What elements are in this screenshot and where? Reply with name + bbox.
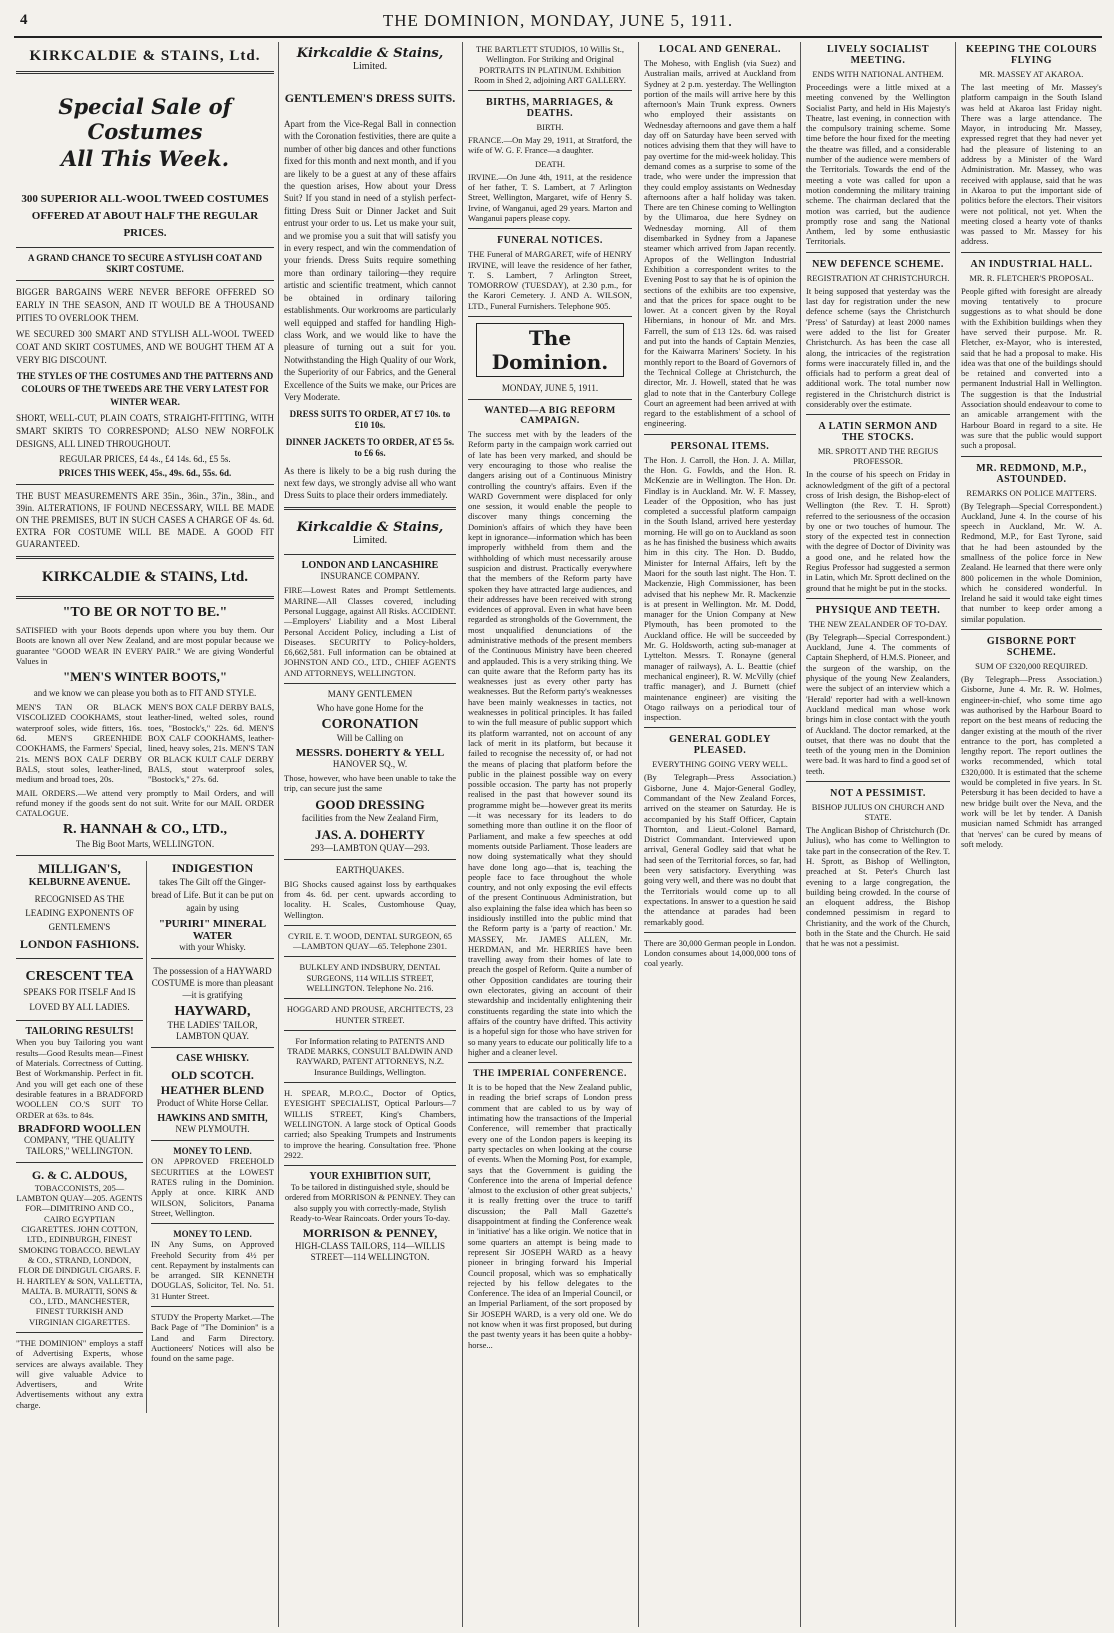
divider: [284, 554, 456, 555]
divider: [961, 629, 1102, 630]
morrison-heading: MORRISON & PENNEY,: [302, 1226, 438, 1241]
bradford-sub: COMPANY, "THE QUALITY TAILORS," WELLINGTON.: [24, 1134, 135, 1156]
costumes-offer: 300 SUPERIOR ALL-WOOL TWEED COSTUMES OFFERED AT ABOUT HALF THE REGULAR PRICES.: [21, 193, 269, 239]
latin-sermon-body: In the course of his speech on Friday in acknowledgment of the gift of a pectoral cross of Irish design, the Bishop-elect of Wellington (the Rev. T. H. Sprott) referred to the seriousness of the occasion by one or two touches of humour. The story of the expected test in connection with the degree of Doctor of Divinity was a good one, and he related how the Regius Professor had suggested a sermon in Latin, which Mr. Sprott declined on the ground that he might be put in the stocks.: [806, 469, 950, 593]
column-rule: [800, 42, 801, 1627]
week-prices: PRICES THIS WEEK, 45s., 49s. 6d., 55s. 6d.: [58, 468, 232, 478]
many-gentlemen: MANY GENTLEMEN: [327, 689, 413, 700]
kelburne-heading: KELBURNE AVENUE.: [28, 877, 131, 889]
crescent-heading: CRESCENT TEA: [25, 969, 134, 985]
good-dressing: GOOD DRESSING: [315, 796, 425, 812]
mail-orders: MAIL ORDERS.—We attend very promptly to Mail Orders, and will refund money if the goods sent do not suit. Write for our MAIL ORDER CATALOGUE.: [16, 787, 274, 819]
reform-campaign-heading: WANTED—A BIG REFORM CAMPAIGN.: [484, 406, 616, 427]
divider: [16, 1020, 143, 1021]
dress-suits-text: Apart from the Vice-Regal Ball in connection with the Coronation festivities, there are quite a number of other big dances and other functions fixed for this month and next month, and if you are likely to be a guest at any of these affairs the question arises, How about your Dress Suit? If you stand in need of a stylish perfect-fitting Dress Suit or Dinner Jacket and Suit entrust your order to us. Let us make your suit, and we promise you a suit that will satisfy you in every respect, and win the commendation of your friends. Dress Suits require something more than ordinary tailoring—they require artistic and scientific treatment, which cannot be obtained in ordinary tailoring establishments. Our workrooms are particularly well equipped and staffed for handling High-class Work, and we would like to have the pleasure of turning out a suit for you. Notwithstanding the High Quality of our Work, the Superiority of our Fabrics, and the General Excellence of the Suits we make, our Prices are Very Moderate.: [284, 119, 456, 402]
death-heading: DEATH.: [535, 158, 565, 169]
boots-advert: [16, 605, 274, 850]
newspaper-title: THE DOMINION, MONDAY, JUNE 5, 1911.: [382, 11, 734, 30]
tobe-heading: "TO BE OR NOT TO BE.": [62, 605, 228, 620]
secured-text: WE SECURED 300 SMART AND STYLISH ALL-WOOL TWEED COAT AND SKIRT COSTUMES, AND WE BOUGHT THEM AT A VERY BIG DISCOUNT.: [16, 329, 274, 365]
latin-sermon-subheading: MR. SPROTT AND THE REGIUS PROFESSOR.: [817, 446, 939, 467]
redmond-body: (By Telegraph—Special Correspondent.) Auckland, June 4. In the course of his speech in Auckland, Mr. W. A. Redmond, M.P., for East Tyrone, said that he had been astounded by the smallness of the police force in New Zealand. He learned that there were only 800 policemen in the whole Dominion, which he considered wonderful. In Ireland he said it would take eight times that number to keep order among a similar population.: [961, 500, 1102, 624]
masthead: [14, 8, 1102, 38]
boots-list: [16, 702, 274, 787]
money-heading-2: MONEY TO LEND.: [173, 1229, 252, 1240]
exhibition-suit-text: To be tailored in distinguished style, should be ordered from MORRISON & PENNEY. They can also supply you with correctly-made, Stylish Ready-to-Wear Raincoats. Order yours To-day.: [284, 1182, 456, 1224]
defence-body: It being supposed that yesterday was the last day for registration under the new defence scheme (says the Christchurch 'Press' of Saturday) at least 2000 names were added to the list for Greater Christchurch. As has been the case all along, the intricacies of the registration forms were inaccurately filled in, and the officials had to perform a great deal of additional work. The total number now registered in the Christchurch district is considerably over the estimate.: [806, 285, 950, 410]
socialist-heading: LIVELY SOCIALIST MEETING.: [826, 44, 930, 66]
boots-list-right: MEN'S BOX CALF DERBY BALS, leather-lined, welted soles, round toes, "Bostock's," 22s. 6d. MEN'S BOX CALF COOKHAMS, leather-lined, heavy soles, 21s. MEN'S TAN OR BLACK KULT CALF DERBY BALS, stout waterproof soles, "Bostock's," 27s. 6d.: [148, 702, 274, 785]
redmond-heading: MR. REDMOND, M.P., ASTOUNDED.: [976, 462, 1087, 485]
divider: [284, 998, 456, 999]
styles-text: THE STYLES OF THE COSTUMES AND THE PATTERNS AND COLOURS OF THE TWEEDS ARE THE VERY LATEST FOR WINTER WEAR.: [16, 371, 274, 407]
insurance-sub: INSURANCE COMPANY.: [320, 571, 420, 582]
editorial-date: MONDAY, JUNE 5, 1911.: [501, 383, 599, 394]
bradford-heading: BRADFORD WOOLLEN: [18, 1122, 141, 1135]
divider: [284, 956, 456, 957]
coronation-sub: Who have gone Home for the: [316, 703, 424, 714]
redmond-subheading: REMARKS ON POLICE MATTERS.: [966, 487, 1097, 498]
small-ads-left: [16, 861, 147, 1413]
birth-notice: FRANCE.—On May 29, 1911, at Stratford, the wife of W. G. F. France—a daughter.: [468, 135, 632, 156]
industrial-hall-body: People gifted with foresight are already moving tentatively to procure suggestions as to what should be done with the Exhibition buildings when they have served their purpose. Mr. R. Fletcher, ex-Mayor, who is interested, said that he had a proposal to make. His idea was that one of the buildings should be retained and converted into a permanent Industrial Hall in Wellington. The suggestion is that the Industrial Association should endeavour to come to an amicable arrangement with the Harbour Board in regard to a site. He was sure that the public would support such a proposal.: [961, 285, 1102, 451]
defence-heading: NEW DEFENCE SCHEME.: [812, 258, 944, 270]
divider: [16, 1162, 143, 1163]
column-suits-ads: [284, 42, 456, 1627]
bartlett-studios: THE BARTLETT STUDIOS, 10 Willis St., Wellington. For Striking and Original PORTRAITS IN PLATINUM. Exhibition Room in Shed 2, adjoining ART GALLERY.: [474, 44, 626, 85]
divider: [16, 596, 274, 599]
jas-address: 293—LAMBTON QUAY—293.: [310, 842, 430, 853]
personal-items-heading: PERSONAL ITEMS.: [670, 440, 770, 452]
colours-heading: KEEPING THE COLOURS FLYING: [965, 44, 1097, 66]
dress-suits-heading: GENTLEMEN'S DRESS SUITS.: [284, 91, 456, 105]
insurance-text: FIRE—Lowest Rates and Prompt Settlements. MARINE—All Classes covered, including Personal Luggage, against All Risks. ACCIDENT.—Employers' Liability and a Most Liberal Personal Accident Policy, including a List of Diseases. SECURITY to Policy-holders, £6,662,581. Full information can be obtained at JOHNSTON AND CO., LTD., CHIEF AGENTS AND ATTORNEYS, WELLINGTON.: [284, 585, 456, 678]
small-ads-right: [151, 861, 274, 1413]
divider: [644, 932, 796, 933]
funeral-notice: THE Funeral of MARGARET, wife of HENRY IRVINE, will leave the residence of her father, T. S. Lambert, 7 Arlington Street, TOMORROW (TUESDAY), at 2.30 p.m., for the Karori Cemetery. J. AND A. WILSON, LTD., Funeral Furnishers. Telephone 905.: [468, 249, 632, 311]
earthquakes-text: BIG Shocks caused against loss by earthquakes from 4s. 6d. per cent. upwards according to locality. H. Scales, Customhouse Quay, Wellington.: [284, 878, 456, 920]
kirkcaldie-limited: Limited.: [352, 61, 388, 72]
page-number: 4: [20, 12, 28, 28]
kirkcaldie-script: Kirkcaldie & Stains,: [296, 46, 444, 61]
colours-body: The last meeting of Mr. Massey's platform campaign in the South Island was held at Akaroa last Friday night. There was a large attendance. The Mayor, in introducing Mr. Massey, expressed regret that they had never yet had the pleasure of listening to an address by a Minister of the Ward Administration. Mr. Massey, who was received with applause, said that he was in Akaroa to put the important side of politics before the electors. Their visitors were not political, not yet. When the meeting closed a hearty vote of thanks was passed to Mr. Massey for his address.: [961, 82, 1102, 247]
insurance-heading: LONDON AND LANCASHIRE: [301, 560, 439, 572]
divider: [284, 683, 456, 684]
facilities-text: facilities from the New Zealand Firm,: [301, 812, 439, 823]
boots-list-left: MEN'S TAN OR BLACK VISCOLIZED COOKHAMS, stout waterproof soles, wide fitters, 16s. 6d. MEN'S GREENHIDE COOKHAMS, the Farmers' Special, 21s. MEN'S BOX CALF DERBY BALS, stout soles, leather-lined, medium and broad toes, 20s.: [16, 702, 142, 785]
german-fact: There are 30,000 German people in London. London consumes about 14,000,000 tons of coal yearly.: [644, 937, 796, 969]
milligan-heading: MILLIGAN'S,: [38, 861, 121, 877]
pessimist-heading: NOT A PESSIMIST.: [830, 788, 926, 800]
defence-subheading: REGISTRATION AT CHRISTCHURCH.: [806, 272, 950, 283]
godley-heading: GENERAL GODLEY PLEASED.: [669, 734, 771, 757]
patents-advert: For Information relating to PATENTS AND TRADE MARKS, CONSULT BALDWIN AND RAYWARD, PATENT ATTORNEYS, N.Z. Insurance Buildings, Wellington.: [287, 1035, 453, 1077]
column-news: [806, 42, 950, 1627]
hoggard-architects: HOGGARD AND PROUSE, ARCHITECTS, 23 HUNTER STREET.: [286, 1004, 454, 1025]
aldous-heading: G. & C. ALDOUS,: [31, 1167, 128, 1182]
hayward-text: The possession of a HAYWARD COSTUME is more than pleasant—it is gratifying: [151, 966, 274, 1001]
kirkcaldie-heading-2: KIRKCALDIE & STAINS, Ltd.: [41, 569, 248, 585]
kirkcaldie-script-2: Kirkcaldie & Stains,: [296, 520, 444, 536]
local-general-body: The Moheso, with English (via Suez) and Australian mails, arrived at Auckland from Sydney at 2 p.m. yesterday. The Wellington portion of the mails will arrive here by this afternoon's Main Trunk express. Owners who employed their assistants on Wednesday afternoons and gave them a half day off on Saturday have been served with notices advising them that they will have to pay overtime for the mid-week holiday. This demand comes as a surprise to some of the trade, who were under the impression that they could employ assistants on Wednesday afternoons after a half holiday was taken. There are ten Chinese coming to Wellington by the Ulimaroa, due here Sydney on Wednesday morning. All of them disembarked in Sydney from a Japanese steamer which arrived from Japan recently. Apropos of the Wellington Industrial Exhibition a correspondent writes to the Evening Post to say that he is of opinion the sections of the exhibits are too expensive, and that the prices for space ought to be lower. At a concert given by the Royal Hibernians, in honour of Mr. and Mrs. Farrell, the sum of £13 12s. 6d. was raised and put into the hands of Captain Menzies, for the Kaiwarra Mariners' Society. In his monthly report to the Board of Governors of the Technical College at Christchurch, the director, Mr. J. Howell, stated that he was glad to note that in the Canterbury College Court an agreement had been arrived at with regard to the establishment of a school of engineering.: [644, 58, 796, 429]
money-heading: MONEY TO LEND.: [173, 1146, 252, 1157]
divider: [16, 556, 274, 559]
industrial-hall-heading: AN INDUSTRIAL HALL.: [970, 258, 1093, 270]
divider: [468, 90, 632, 91]
divider: [806, 598, 950, 599]
imperial-conference-body: It is to be hoped that the New Zealand public, in reading the brief scraps of London press comment that are cabled to us by way of intimating how the transactions of the Imperial Conference, will remember that practically every one of the London papers is keeping its party spectacles on when looking at the course of events. When the Morning Post, for example, says that the Government is guiding the Conference into the arena of Imperial defence 'almost to the exclusion of other great subjects,' it is really fretting over the truce to tariff discussion; the Pall Mall Gazette's disappointment at finding the Conference weak in 'initiative' has a like origin. We notice that in some quarters an attempt is being made to represent Sir JOSEPH WARD as a heavy pioneer in bringing forward his Imperial Council proposal, which was so emphatically rejected by his fellow delegates to the Conference. The idea of an Imperial Council, or an Imperial Parliament, of the sort proposed by Sir JOSEPH WARD, is a very old one. We do not know when it was first proposed, but during the past twenty years it has been quite a hobby-horse...: [468, 1082, 632, 1350]
money-text: ON APPROVED FREEHOLD SECURITIES at the LOWEST RATES ruling in the Dominion. Apply at once. KIRK AND WILSON, Solicitors, Panama Street, Wellington.: [150, 1156, 274, 1218]
latin-sermon-heading: A LATIN SERMON AND THE STOCKS.: [818, 421, 938, 444]
hayward-sub: THE LADIES' TAILOR, LAMBTON QUAY.: [167, 1020, 258, 1042]
divider: [468, 228, 632, 229]
indigestion-text: takes The Gilt off the Ginger-bread of Life. But it can be put on again by using: [151, 877, 274, 914]
divider: [644, 727, 796, 728]
divider: [284, 1165, 456, 1166]
morrison-address: HIGH-CLASS TAILORS, 114—WILLIS STREET—114 WELLINGTON.: [294, 1241, 446, 1263]
hawkins-sub: NEW PLYMOUTH.: [175, 1124, 250, 1135]
calling-text: Will be Calling on: [336, 733, 404, 744]
hayward-heading: HAYWARD,: [174, 1004, 251, 1020]
divider: [284, 925, 456, 926]
divider: [806, 414, 950, 415]
pessimist-subheading: BISHOP JULIUS ON CHURCH AND STATE.: [811, 802, 945, 823]
rush-text: As there is likely to be a big rush during the next few days, we strongly advise all who want Dress Suits to place their orders immediately.: [284, 466, 456, 501]
london-fashions: LONDON FASHIONS.: [19, 937, 140, 952]
hannah-heading: R. HANNAH & CO., LTD.,: [63, 822, 227, 838]
boots-sub: and we know we can please you both as to FIT AND STYLE.: [33, 688, 257, 699]
divider: [151, 1223, 274, 1224]
short-coats-text: SHORT, WELL-CUT, PLAIN COATS, STRAIGHT-FITTING, WITH SMART SKIRTS TO CORRESPOND; ALSO NEW NORFOLK DESIGNS, ALL LINED THROUGHOUT.: [16, 413, 274, 449]
dress-suits-prices: DRESS SUITS TO ORDER, AT £7 10s. to £10 10s.: [289, 409, 451, 431]
divider: [961, 456, 1102, 457]
dinner-jacket-prices: DINNER JACKETS TO ORDER, AT £5 5s. to £6 6s.: [285, 437, 455, 459]
divider: [468, 316, 632, 317]
gisborne-heading: GISBORNE PORT SCHEME.: [986, 636, 1077, 659]
divider: [284, 507, 456, 510]
godley-subheading: EVERYTHING GOING VERY WELL.: [652, 759, 788, 770]
divider: [16, 71, 274, 74]
column-rule: [955, 42, 956, 1627]
pessimist-body: The Anglican Bishop of Christchurch (Dr. Julius), who has come to Wellington to take part in the consecration of the Rev. T. H. Sprott, as Bishop of Wellington, preached at St. Peter's Church last evening to a large congregation, the building being crowded. In the course of an eloquent address, the Bishop condemned pessimism in regard to Christianity, and the work of the Church, both in the State and the Church. He said that he was not a pessimist.: [806, 825, 950, 949]
column-rule: [462, 42, 463, 1627]
divider: [16, 1332, 143, 1333]
gisborne-body: (By Telegraph—Press Association.) Gisborne, June 4. Mr. R. W. Holmes, engineer-in-chief, who some time ago was authorised by the Harbour Board to report on the best means of reducing the danger existing at the mouth of the river entrance to the port, has completed a lengthy report. The report outlines the works recommended, which total £320,000. It is estimated that the scheme would be completed in five years. In St. Petersburg it has been decided to have a new bridge built over the Neva, and the work will be let by tender. A Danish musician named Schmidt has arranged that 'nerves' can be cured by means of soft melody.: [961, 674, 1102, 849]
hanover-square: HANOVER SQ., W.: [332, 759, 408, 770]
divider: [151, 958, 274, 959]
divider: [16, 958, 143, 959]
coronation-heading: CORONATION: [321, 717, 419, 733]
jas-doherty: JAS. A. DOHERTY: [314, 826, 426, 842]
imperial-conference-heading: THE IMPERIAL CONFERENCE.: [473, 1069, 627, 1080]
divider: [151, 1140, 274, 1141]
physique-body: (By Telegraph—Special Correspondent.) Auckland, June 4. The comments of Captain Shepherd, of H.M.S. Pioneer, and the surgeon of the warship, on the physique of the young New Zealanders, were the subject of an interview which a 'Herald' reporter had with a well-known Auckland medical man whose work brings him in close contact with the youth of Auckland. The doctor remarked, at the outset, that there was no doubt that the teeth of the young men in the Dominion were bad. It was hard to find a good set of teeth.: [806, 631, 950, 776]
bmd-heading: BIRTHS, MARRIAGES, & DEATHS.: [486, 97, 614, 120]
indigestion-heading: INDIGESTION: [171, 861, 254, 876]
sale-heading-line2: All This Week.: [60, 146, 230, 171]
colours-subheading: MR. MASSEY AT AKAROA.: [979, 69, 1084, 79]
local-general-heading: LOCAL AND GENERAL.: [658, 44, 782, 55]
recognised-text: RECOGNISED AS THE LEADING EXPONENTS OF GENTLEMEN'S: [25, 894, 134, 933]
gisborne-subheading: SUM OF £320,000 REQUIRED.: [975, 661, 1088, 672]
column-local-news: [644, 42, 796, 1627]
divider: [16, 855, 274, 856]
old-scotch: OLD SCOTCH.: [171, 1068, 254, 1083]
divider: [806, 252, 950, 253]
divider: [16, 484, 274, 485]
socialist-subheading: ENDS WITH NATIONAL ANTHEM.: [812, 69, 944, 79]
heather-sub: Product of White Horse Cellar.: [156, 1098, 269, 1109]
earthquakes-heading: EARTHQUAKES.: [335, 864, 405, 875]
divider: [16, 280, 274, 281]
column-rule: [278, 42, 279, 1627]
measurements-text: THE BUST MEASUREMENTS ARE 35in., 36in., 37in., 38in., and 39in. ALTERATIONS, IF FOUND NECESSARY, WILL BE MADE ON THE PREMISES, BUT IN SUCH CASES A CHARGE OF 4s. 6d. EXTRA FOR COSTUME WILL BE MADE. A GOOD FIT GUARANTEED.: [16, 491, 274, 549]
divider: [806, 781, 950, 782]
column-politics: [961, 42, 1102, 1627]
money-text-2: IN Any Sums, on Approved Freehold Security from 4½ per cent. Repayment by instalments can be arranged. SIR KENNETH DOUGLAS, Solicitor, Tel. No. 51. 31 Hunter Street.: [150, 1239, 274, 1301]
divider: [468, 1062, 632, 1063]
divider: [284, 1082, 456, 1083]
divider: [961, 252, 1102, 253]
column-rule: [638, 42, 639, 1627]
doherty-yell: MESSRS. DOHERTY & YELL: [295, 747, 445, 760]
divider: [16, 247, 274, 248]
physique-subheading: THE NEW ZEALANDER OF TO-DAY.: [808, 618, 948, 629]
hannah-sub: The Big Boot Marts, WELLINGTON.: [75, 839, 215, 850]
puriri-heading: "PURIRI" MINERAL WATER: [158, 918, 267, 943]
aldous-text: TOBACCONISTS, 205—LAMBTON QUAY—205. AGENTS FOR—DIMITRINO AND CO., CAIRO EGYPTIAN CIGARETTES. JOHN COTTON, LTD., EDINBURGH, FINEST SMOKING TOBACCO. BEWLAY & CO., STRAND, LONDON, FLOR DE DINDIGUL CIGARS. F. H. HARTLEY & SON, VALLETTA, MALTA. B. MURATTI, SONS & CO., LTD., MANCHESTER, FINEST TURKISH AND VIRGINIAN CIGARETTES.: [16, 1182, 143, 1327]
dominion-note: "THE DOMINION" employs a staff of Advertising Experts, whose services are always available. They will give valuable Advice to Advertisers, and Write Advertisements without any extra charge.: [16, 1337, 143, 1410]
bulkley-dentist: BULKLEY AND INDSBURY, DENTAL SURGEONS, 114 WILLIS STREET, WELLINGTON. Telephone No. 216.: [299, 962, 441, 993]
column-kirkcaldie-ads: [16, 42, 274, 1627]
godley-body: (By Telegraph—Press Association.) Gisborne, June 4. Major-General Godley, Commandant of the New Zealand Forces, arrived on the steamer on Saturday. He is accompanied by his Staff Officer, Captain Thornton, and Lieut.-Colonel Barnard, District Commandant. Interviewed upon arrival, General Godley said that what he had seen of the Territorial forces, so far, had been very satisfactory. Everything was going very well, and there was no doubt that the Territorials would come up to all expectations. In answer to a question he said the attendance at parades had been remarkably good.: [644, 772, 796, 927]
funeral-heading: FUNERAL NOTICES.: [497, 235, 603, 247]
tailoring-heading: TAILORING RESULTS!: [25, 1026, 134, 1038]
physique-heading: PHYSIQUE AND TEETH.: [815, 604, 941, 616]
spear-optician: H. SPEAR, M.P.O.C., Doctor of Optics, EYESIGHT SPECIALIST, Optical Parlours—7 WILLIS STREET, King's Chambers, WELLINGTON. A large stock of Optical Goods carried; also Speaking Trumpets and Instruments to improve the hearing. Consultation free. 'Phone 2922.: [284, 1088, 456, 1160]
winter-boots-heading: "MEN'S WINTER BOOTS,": [62, 669, 228, 685]
kirkcaldie-heading: KIRKCALDIE & STAINS, Ltd.: [29, 48, 261, 64]
divider: [644, 434, 796, 435]
hanover-text: Those, however, who have been unable to take the trip, can secure just the same: [284, 773, 456, 794]
crescent-sub: SPEAKS FOR ITSELF And IS LOVED BY ALL LADIES.: [23, 987, 136, 1013]
sale-heading-line1: Special Sale of Costumes: [58, 94, 232, 144]
tobe-intro: SATISFIED with your Boots depends upon where you buy them. Our Boots are known all over New Zealand, and are most popular because we guarantee "GOOD WEAR IN EVERY PAIR." We are giving Wonderful Values in: [16, 625, 274, 666]
reform-campaign-body: The success met with by the leaders of the Reform party in the campaign work carried out of late has been very marked, and should be very encouraging to those who realise the dangers arising out of a Continuous Ministry controlling the country's affairs. Even if the WARD Government were displaced for only one session, it would enable the people to discover many things concerning the Dominion's affairs of which they have been kept in ignorance—information which has been improperly withheld from them and the withholding of which must necessarily arouse suspicion and distrust. Practically everywhere that the members of the Reform party have spoken they have attracted large audiences, and their addresses have been received with strong evidences of approval. Even in what have been regarded as strongholds of the Government, the most unqualified denunciations of the administrative methods of the present members of the Continuous Ministry have been cheered and applauded. This is a very striking thing. We can quite aware that the Reform party has its weaknesses just as every other party has weaknesses. But the Reform party's weaknesses have been mainly weaknesses in tactics, not weaknesses in political principles. It has failed to win the full measure of public support which its platform warranted, not on account of any lack of merit in its platform, but because it failed to recognise the necessity of, or had not the means of placing that platform before the public in the plainest possible way on every possible occasion. The party has not properly realised in the past that however sound its programme might be—however great its merits—it was necessary for its leaders to do something more than outline it on the floor of Parliament, and make a few speeches at odd moments outside Parliament. Those leaders are now doing systematically what they should have done long ago—that is, teaching the people face to face throughout the whole country, and not only exposing the evil effects of the present Continuous Administration, but also explaining the false idea which has been so insidiously instilled into the public mind that the Reform party is a 'party of reaction.' Mr. MASSEY, Mr. JAMES ALLEN, Mr. HERDMAN, and Mr. HERRIES have been travelling away from their homes of late to preach the gospel of Reform. Quite a number of other Opposition candidates are touring their own electorates, giving an account of their stewardship and incidentally enlightening their constituents regarding the state into which the affairs of the country have drifted. This activity is a hopeful sign for those who have striven for so many years to educate our politically life to a higher and a cleaner level.: [468, 429, 632, 1057]
study-note: STUDY the Property Market.—The Back Page of "The Dominion" is a Land and Farm Directory. Auctioneers' Notices will also be found on the same page.: [150, 1312, 274, 1364]
birth-heading: BIRTH.: [536, 122, 564, 133]
hawkins-heading: HAWKINS AND SMITH,: [157, 1113, 268, 1125]
regular-prices: REGULAR PRICES, £4 4s., £4 14s. 6d., £5 5s.: [59, 454, 231, 464]
column-editorial: [468, 42, 632, 1627]
divider: [151, 1306, 274, 1307]
socialist-body: Proceedings were a little mixed at a meeting convened by the Wellington Socialist Party, and held in His Majesty's Theatre, last evening, in connection with the compulsory training scheme. Some time before the hour fixed for the meeting the theatre was filled, and a considerable number of the audience were members of the Territorials. Towards the end of the meeting a vote was called for upon a motion condemning the military training scheme. The chairman declared that the motion was carried, but the audience promptly rose and sang the National Anthem, led by some enthusiastic Territorials.: [806, 82, 950, 247]
whisky-heading: CASE WHISKY.: [176, 1053, 249, 1065]
small-ads-row: [16, 861, 274, 1413]
dominion-nameplate: The Dominion.: [476, 323, 624, 377]
divider: [151, 1047, 274, 1048]
divider: [468, 399, 632, 400]
heather-blend: HEATHER BLEND: [160, 1083, 265, 1098]
industrial-hall-subheading: MR. R. FLETCHER'S PROPOSAL.: [969, 272, 1094, 283]
puriri-sub: with your Whisky.: [179, 942, 246, 953]
divider: [284, 859, 456, 860]
kirkcaldie-limited-2: Limited.: [352, 535, 388, 547]
wood-dentist: CYRIL E. T. WOOD, DENTAL SURGEON, 65—LAMBTON QUAY—65. Telephone 2301.: [288, 930, 452, 952]
tailoring-text: When you buy Tailoring you want results—Good Results mean—Finest of Materials. Correctness of Cutting. Best of Workmanship. Perfect in fit. And you will get each one of these desirable features in a BRADFORD WOOLLEN CO.'S SUIT TO ORDER at 63s. to 84s.: [16, 1037, 143, 1120]
personal-items-body: The Hon. J. Carroll, the Hon. J. A. Millar, the Hon. G. Fowlds, and the Hon. R. McKenzie are in Wellington. The Hon. Dr. Findlay is in Auckland. Mr. W. F. Massey, Leader of the Opposition, who has just completed a successful platform campaign in the South Island, arrived here yesterday morning. He will go on to Auckland as soon as he has finished the business which awaits him in this city. The Hon. D. Buddo, Minister for Internal Affairs, left by the Maori for the south last night. The Hon. T. Mackenzie, High Commissioner, has been advised that his nephew Mr. R. Mackenzie is at present in Wellington. Mr. M. Dodd, manager for the Union Company at New Plymouth, has been promoted to the Auckland office. He will be succeeded by Mr. G. Holdsworth, acting sub-manager at Lyttelton. Messrs. T. Ronayne (general manager of railways), A. L. Beattie (chief mechanical engineer), R. W. McVilly (chief traffic manager), and J. Burnett (chief maintenance engineer) are visiting the Otago railways on a periodical tour of inspection.: [644, 454, 796, 723]
chance-text: A GRAND CHANCE TO SECURE A STYLISH COAT AND SKIRT COSTUME.: [28, 253, 262, 274]
bargains-text: BIGGER BARGAINS WERE NEVER BEFORE OFFERED SO EARLY IN THE SEASON, AND IT WOULD BE A THOUSAND PITIES TO OVERLOOK THEM.: [16, 287, 274, 323]
exhibition-suit-heading: YOUR EXHIBITION SUIT,: [309, 1171, 431, 1183]
death-notice: IRVINE.—On June 4th, 1911, at the residence of her father, T. S. Lambert, at 7 Arlington Street, Wellington, Margaret, wife of Henry S. Irvine, of Wanganui, aged 29 years. Marton and Wanganui papers please copy.: [468, 171, 632, 223]
divider: [284, 1030, 456, 1031]
